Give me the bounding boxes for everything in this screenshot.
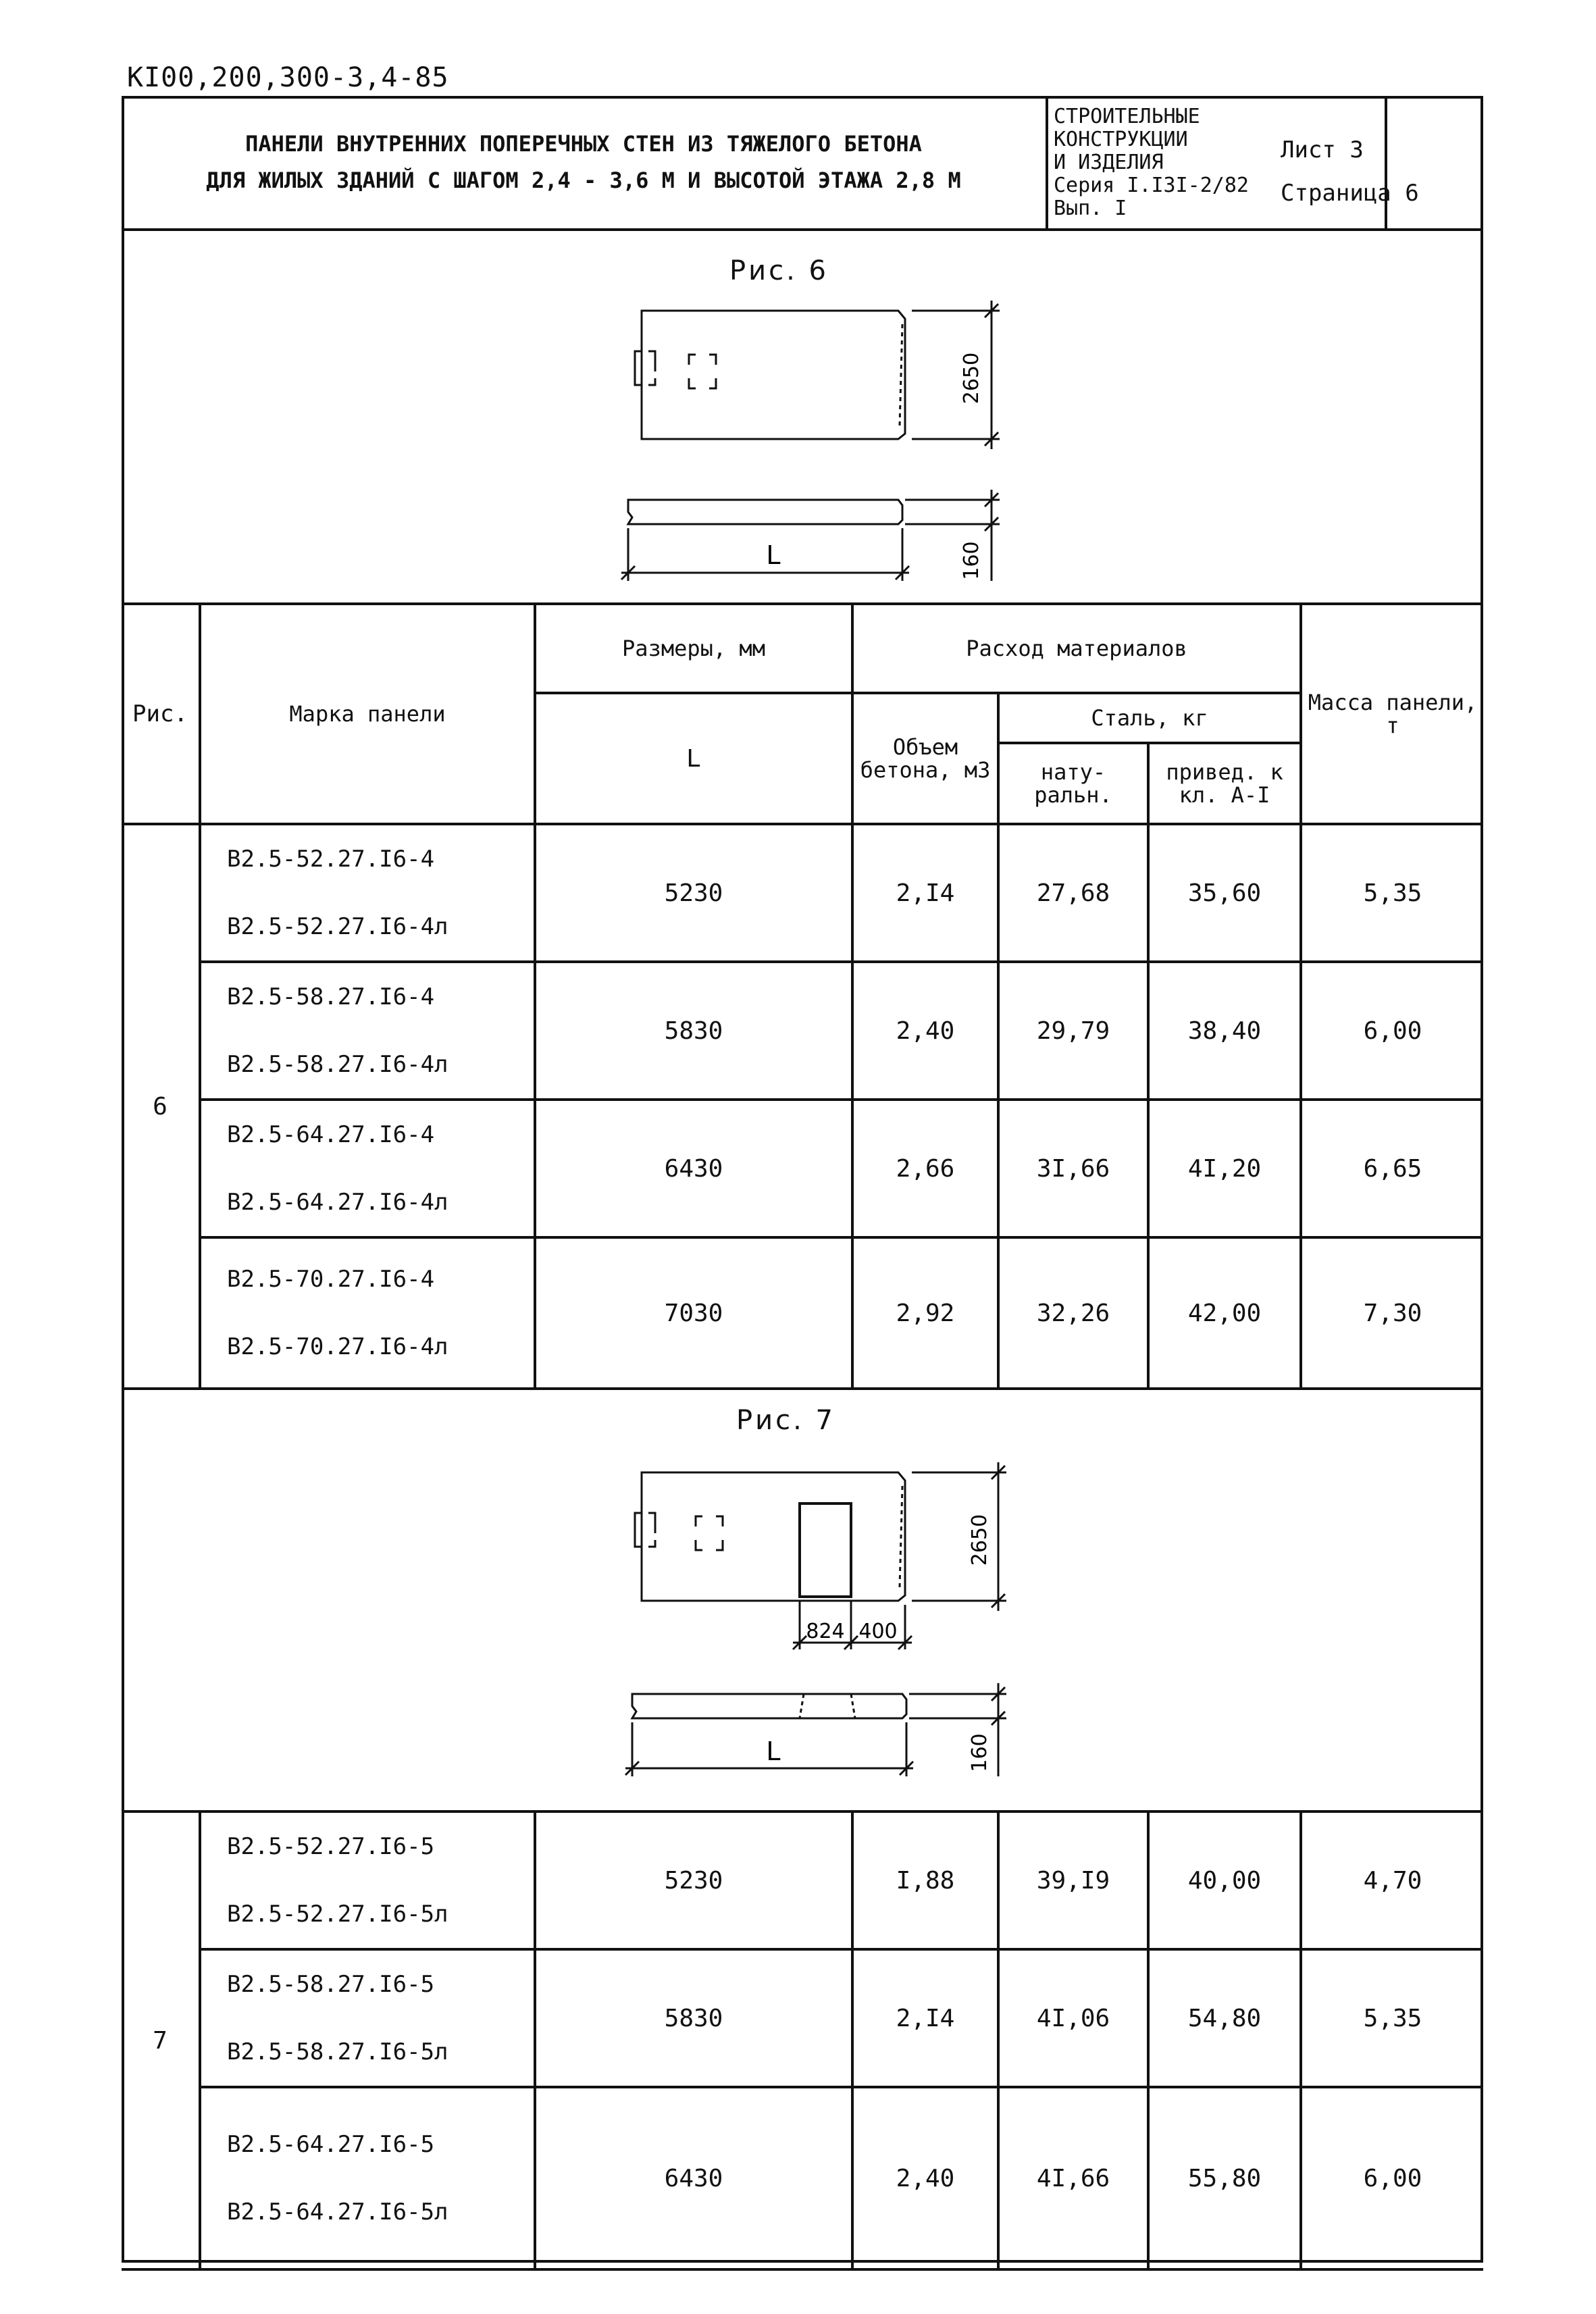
table1-row-4-mark-2: В2.5-70.27.I6-4л [227, 1333, 448, 1360]
fig7-height-label: 2650 [968, 1514, 992, 1566]
table1-row-4-mass: 7,30 [1301, 1237, 1483, 1389]
fig6-thickness-label: 160 [960, 541, 983, 580]
fig7-length-label: L [766, 1737, 781, 1766]
table1-row-2-concrete: 2,40 [852, 962, 998, 1100]
document-code: КI00,200,300-3,4-85 [127, 62, 449, 93]
table1-row-1-steel-natural: 27,68 [998, 824, 1148, 962]
table1-row-2-mark-1: В2.5-58.27.I6-4 [227, 983, 435, 1010]
page-number: Страница 6 [1281, 180, 1419, 207]
fig7-door-opening [800, 1503, 851, 1597]
table2-row-3-length: 6430 [535, 2087, 852, 2269]
series-line-5: Вып. I [1054, 197, 1127, 220]
table2-row-1-mark-2: В2.5-52.27.I6-5л [227, 1901, 448, 1928]
table1-row-3-length: 6430 [535, 1100, 852, 1237]
panel-table-fig7 [122, 1810, 1483, 2271]
table2-row-1-steel-reduced: 40,00 [1148, 1811, 1301, 1949]
table2-row-3-concrete: 2,40 [852, 2087, 998, 2269]
table2-row-2-mark-2: В2.5-58.27.I6-5л [227, 2038, 448, 2065]
hdr-steel-natural: нату- ральн. [998, 743, 1148, 824]
sheet-number: Лист 3 [1281, 136, 1364, 163]
hdr-materials: Расход материалов [852, 604, 1301, 693]
table2-row-2-marks [200, 1949, 535, 2087]
table1-row-2-mark-2: В2.5-58.27.I6-4л [227, 1051, 448, 1078]
fig6-plan-outline [628, 500, 902, 524]
table1-row-3-steel-natural: 3I,66 [998, 1100, 1148, 1237]
table1-row-1-concrete: 2,I4 [852, 824, 998, 962]
table1-row-3-concrete: 2,66 [852, 1100, 998, 1237]
table2-row-2-mark-1: В2.5-58.27.I6-5 [227, 1971, 435, 1998]
title-block-name [122, 96, 1048, 228]
table1-row-1-mark-1: В2.5-52.27.I6-4 [227, 846, 435, 873]
table1-row-3-mass: 6,65 [1301, 1100, 1483, 1237]
table1-row-4-steel-natural: 32,26 [998, 1237, 1148, 1389]
table2-row-3-marks [200, 2087, 535, 2269]
panel-table-fig6 [122, 602, 1483, 1390]
table2-fig-number: 7 [122, 1811, 200, 2269]
table2-row-3-mass: 6,00 [1301, 2087, 1483, 2269]
table2-row-1-marks [200, 1811, 535, 1949]
table2-row-3-mark-2: В2.5-64.27.I6-5л [227, 2199, 448, 2226]
table1-row-2-mass: 6,00 [1301, 962, 1483, 1100]
table2-row-1-steel-natural: 39,I9 [998, 1811, 1148, 1949]
table1-row-3-mark-1: В2.5-64.27.I6-4 [227, 1121, 435, 1148]
table1-row-3-mark-2: В2.5-64.27.I6-4л [227, 1189, 448, 1216]
hdr-concrete: Объем бетона, м3 [852, 693, 998, 824]
fig7-title: Рис. 7 [736, 1405, 835, 1436]
fig6-length-label: L [766, 540, 781, 570]
series-line-3: И ИЗДЕЛИЯ [1054, 151, 1164, 174]
table1-row-2-steel-natural: 29,79 [998, 962, 1148, 1100]
fig7-drawing [608, 1439, 1054, 1790]
table1-row-1-mass: 5,35 [1301, 824, 1483, 962]
series-line-2: КОНСТРУКЦИИ [1054, 128, 1188, 151]
hdr-dims: Размеры, мм [535, 604, 852, 693]
table1-row-1-steel-reduced: 35,60 [1148, 824, 1301, 962]
table1-row-2-marks [200, 962, 535, 1100]
series-line-4: Серия I.I3I-2/82 [1054, 174, 1249, 197]
hdr-mark [200, 604, 535, 824]
table1-row-4-mark-1: В2.5-70.27.I6-4 [227, 1266, 435, 1293]
fig6-height-label: 2650 [960, 352, 983, 405]
fig6-opening-marks [689, 355, 716, 388]
title-line-1: ПАНЕЛИ ВНУТРЕННИХ ПОПЕРЕЧНЫХ СТЕН ИЗ ТЯЖЕЛОГО БЕТОНА [245, 131, 922, 157]
title-block [122, 96, 1483, 231]
fig7-panel-outline [642, 1472, 905, 1601]
hdr-mark-text: Марка панели [289, 701, 446, 727]
table1-row-2-steel-reduced: 38,40 [1148, 962, 1301, 1100]
table2-row-2-mass: 5,35 [1301, 1949, 1483, 2087]
series-line-1: СТРОИТЕЛЬНЫЕ [1054, 105, 1200, 128]
fig7-plan-outline [632, 1694, 906, 1718]
hdr-length: L [535, 693, 852, 824]
fig7-door-offset-label: 824 [806, 1620, 845, 1643]
table1-row-1-length: 5230 [535, 824, 852, 962]
sheet-info [1281, 128, 1419, 215]
table2-row-1-length: 5230 [535, 1811, 852, 1949]
fig7-door-width-label: 400 [858, 1620, 898, 1643]
table2-row-2-concrete: 2,I4 [852, 1949, 998, 2087]
table2-row-3-steel-natural: 4I,66 [998, 2087, 1148, 2269]
fig6-panel-outline [642, 311, 905, 439]
fig6-title: Рис. 6 [729, 255, 829, 286]
table2-row-2-steel-reduced: 54,80 [1148, 1949, 1301, 2087]
table1-row-4-length: 7030 [535, 1237, 852, 1389]
table2-row-1-mark-1: В2.5-52.27.I6-5 [227, 1833, 435, 1860]
title-line-2: ДЛЯ ЖИЛЫХ ЗДАНИЙ С ШАГОМ 2,4 - 3,6 М И ВЫСОТОЙ ЭТАЖА 2,8 М [206, 168, 961, 193]
table2-row-2-length: 5830 [535, 1949, 852, 2087]
table2-row-1-concrete: I,88 [852, 1811, 998, 1949]
table1-row-1-marks [200, 824, 535, 962]
fig7-thickness-label: 160 [968, 1733, 992, 1772]
hdr-steel-reduced: привед. к кл. А-I [1148, 743, 1301, 824]
table1-row-4-steel-reduced: 42,00 [1148, 1237, 1301, 1389]
table1-row-1-mark-2: В2.5-52.27.I6-4л [227, 913, 448, 940]
fig6-drawing [608, 284, 1040, 594]
table1-row-3-marks [200, 1100, 535, 1237]
table1-fig-number: 6 [122, 824, 200, 1389]
table1-row-4-marks [200, 1237, 535, 1389]
table1-row-4-concrete: 2,92 [852, 1237, 998, 1389]
table1-row-3-steel-reduced: 4I,20 [1148, 1100, 1301, 1237]
hdr-fig: Рис. [122, 604, 200, 824]
table1-row-2-length: 5830 [535, 962, 852, 1100]
table2-row-3-mark-1: В2.5-64.27.I6-5 [227, 2131, 435, 2158]
fig7-opening-marks [696, 1516, 723, 1550]
hdr-steel: Сталь, кг [998, 693, 1301, 743]
hdr-mass: Масса панели, т [1301, 604, 1483, 824]
table2-row-1-mass: 4,70 [1301, 1811, 1483, 1949]
table2-row-3-steel-reduced: 55,80 [1148, 2087, 1301, 2269]
table2-row-2-steel-natural: 4I,06 [998, 1949, 1148, 2087]
